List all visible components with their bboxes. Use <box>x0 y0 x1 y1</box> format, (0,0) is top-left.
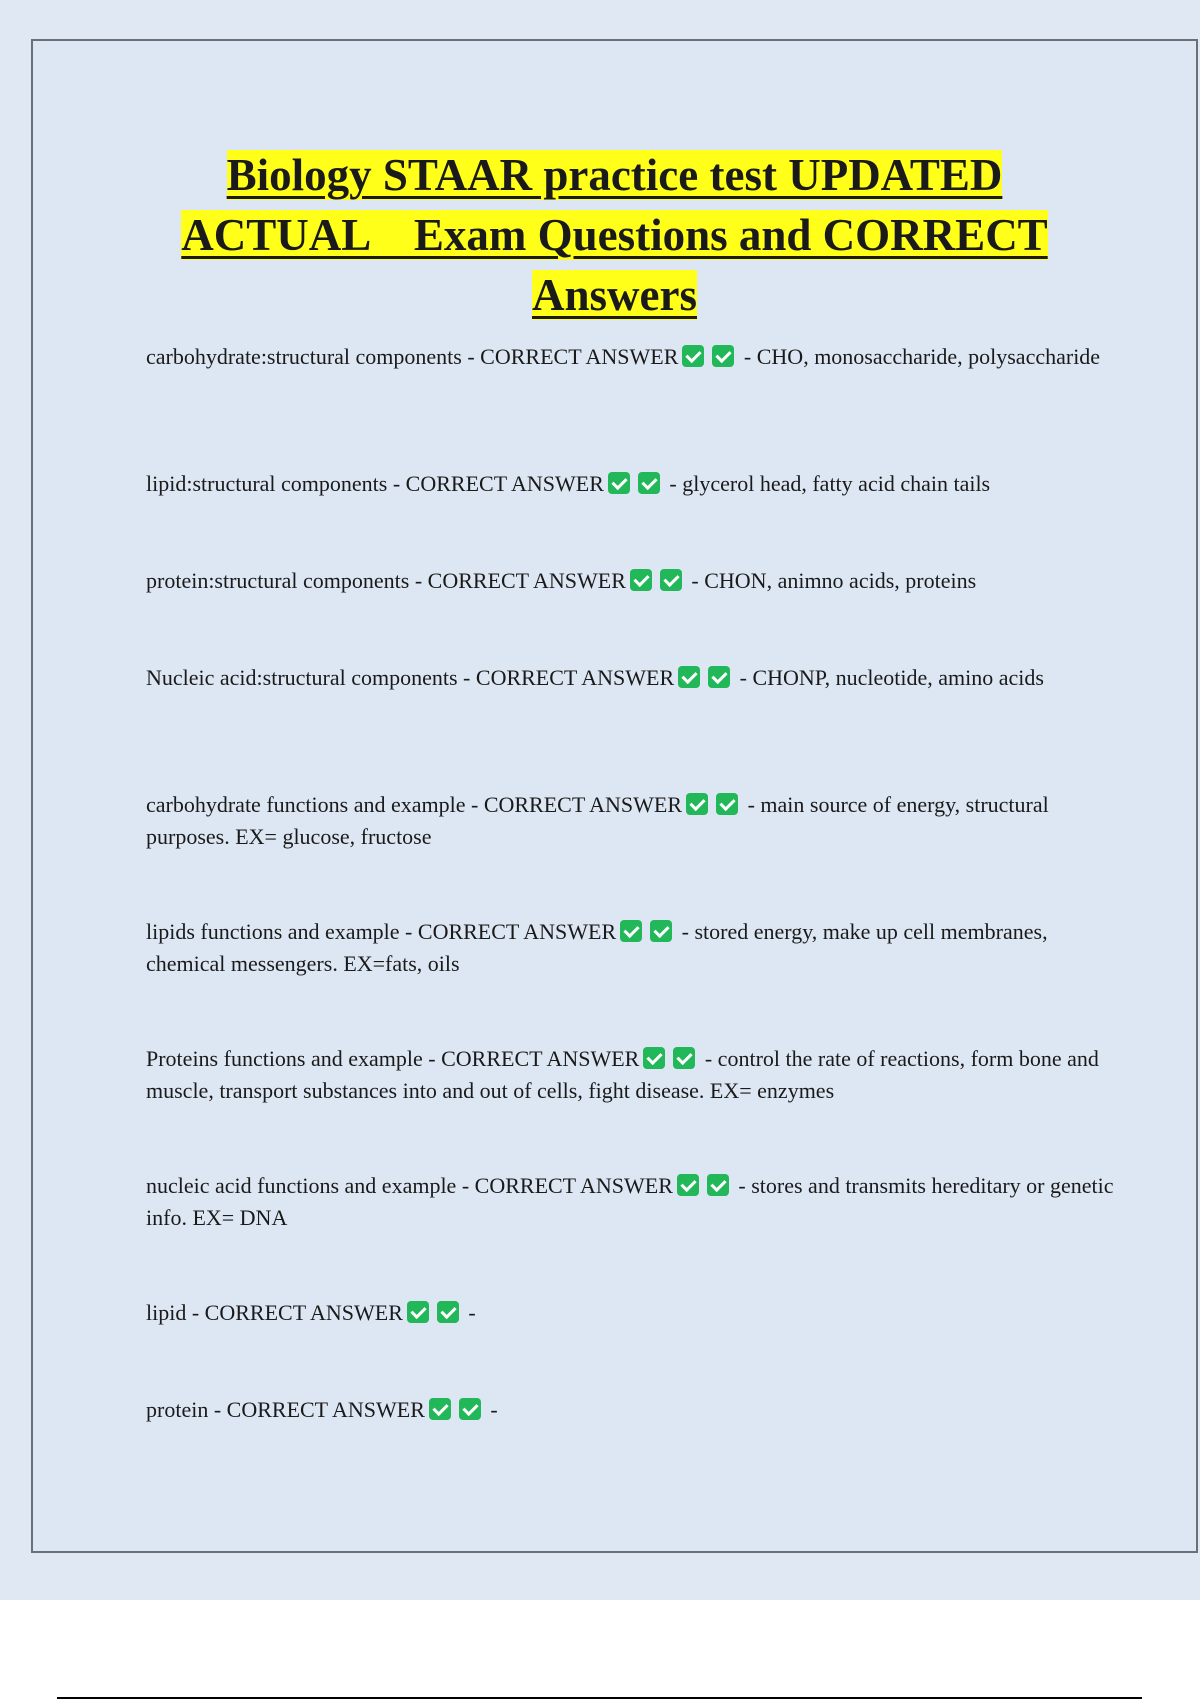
check-box-icon <box>712 345 734 367</box>
qa-item: lipid - CORRECT ANSWER - <box>146 1300 476 1325</box>
check-box-icon <box>608 472 630 494</box>
check-box-icon <box>678 666 700 688</box>
check-box-icon <box>620 920 642 942</box>
qa-item: Nucleic acid:structural components - CORRECT ANSWER - CHONP, nucleotide, amino acids <box>146 665 1044 690</box>
title-line-2: ACTUAL Exam Questions and CORRECT <box>181 210 1048 260</box>
check-box-icon <box>650 920 672 942</box>
qa-item: Proteins functions and example - CORRECT ANSWER - control the rate of reactions, form bone and muscle, transport substances into and out of cells, fight disease. EX= enzymes <box>146 1046 1099 1103</box>
qa-item: lipids functions and example - CORRECT ANSWER - stored energy, make up cell membranes, chemical messengers. EX=fats, oils <box>146 919 1048 976</box>
check-box-icon <box>459 1398 481 1420</box>
check-box-icon <box>707 1174 729 1196</box>
qa-item: carbohydrate functions and example - CORRECT ANSWER - main source of energy, structural purposes. EX= glucose, fructose <box>146 792 1049 849</box>
check-box-icon <box>660 569 682 591</box>
qa-item: nucleic acid functions and example - CORRECT ANSWER - stores and transmits hereditary or genetic info. EX= DNA <box>146 1173 1114 1230</box>
check-box-icon <box>437 1301 459 1323</box>
check-box-icon <box>716 793 738 815</box>
document-page <box>31 39 1198 1553</box>
check-box-icon <box>638 472 660 494</box>
check-box-icon <box>708 666 730 688</box>
check-box-icon <box>407 1301 429 1323</box>
title-line-3: Answers <box>532 270 697 320</box>
title-line-1: Biology STAAR practice test UPDATED <box>226 150 1003 200</box>
check-box-icon <box>686 793 708 815</box>
check-box-icon <box>682 345 704 367</box>
qa-item: carbohydrate:structural components - CORRECT ANSWER - CHO, monosaccharide, polysaccharide <box>146 344 1101 369</box>
check-box-icon <box>630 569 652 591</box>
check-box-icon <box>429 1398 451 1420</box>
check-box-icon <box>677 1174 699 1196</box>
document-title <box>33 145 1196 325</box>
check-box-icon <box>673 1047 695 1069</box>
qa-item: protein - CORRECT ANSWER - <box>146 1397 498 1422</box>
qa-item: protein:structural components - CORRECT ANSWER - CHON, animno acids, proteins <box>146 568 977 593</box>
bottom-divider <box>57 1697 1142 1699</box>
qa-item: lipid:structural components - CORRECT ANSWER - glycerol head, fatty acid chain tails <box>146 471 991 496</box>
check-box-icon <box>643 1047 665 1069</box>
